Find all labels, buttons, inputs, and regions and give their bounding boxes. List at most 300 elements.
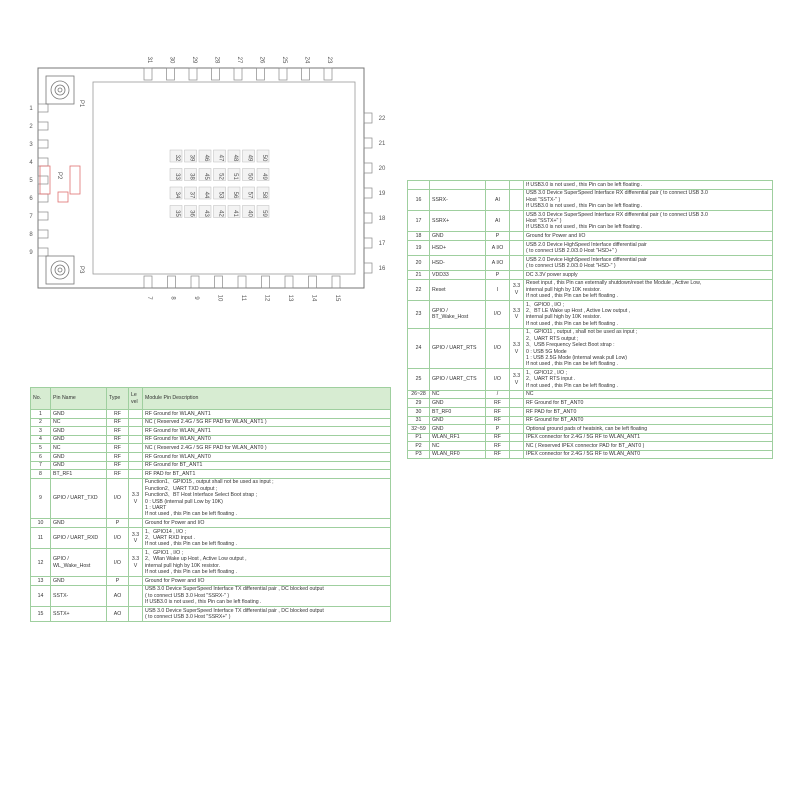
pin-type: P	[486, 232, 510, 241]
pin-name: GPIO / UART_CTS	[430, 369, 486, 390]
pin-number: 1	[31, 410, 51, 419]
pin-description	[524, 255, 773, 270]
description-line: 1 : UART	[145, 504, 167, 511]
heatsink-pads	[170, 150, 269, 218]
left-pin-label: 8	[29, 232, 33, 238]
pin-number: 30	[408, 407, 430, 416]
bottom-pin-label: 9	[193, 296, 199, 300]
heatsink-pad-label: 49	[261, 173, 267, 180]
heatsink-pad-label: 36	[188, 210, 195, 217]
pin-level	[129, 435, 143, 444]
description-line: ( to connect USB 3.0 Host "SSRX-" )	[145, 592, 230, 599]
description-line: RF Ground for BT_ANT1	[145, 462, 203, 469]
pin-type: AI	[486, 189, 510, 210]
pin-type: I/O	[486, 369, 510, 390]
heatsink-pad-label: 46	[203, 154, 209, 162]
description-line: If not used , this Pin can be left floating .	[145, 569, 237, 576]
pin-number: 4	[31, 435, 51, 444]
pin-type	[486, 181, 510, 190]
pin-name: GND	[51, 410, 107, 419]
top-pin-pad	[167, 68, 175, 80]
right-pin-pad	[364, 238, 372, 248]
pin-number: 8	[31, 470, 51, 479]
pin-number	[408, 181, 430, 190]
pin-type: P	[486, 425, 510, 434]
pin-description	[143, 418, 391, 427]
pin-description	[524, 279, 773, 300]
pin-description	[143, 461, 391, 470]
pin-description	[143, 585, 391, 606]
right-pin-pad	[364, 263, 372, 273]
table-row	[408, 270, 773, 279]
pin-level	[129, 585, 143, 606]
pin-description	[143, 607, 391, 622]
table-row	[31, 418, 391, 427]
table-row	[408, 450, 773, 459]
pin-number: 25	[408, 369, 430, 390]
pin-level	[129, 577, 143, 586]
pin-level	[129, 519, 143, 528]
description-line: Host "SSTX+" )	[526, 217, 562, 224]
pin-description	[524, 390, 773, 399]
pin-name: HSD+	[430, 240, 486, 255]
pin-name: GND	[430, 425, 486, 434]
pin-type: I	[486, 279, 510, 300]
label-p2: P2	[56, 172, 62, 180]
top-pin-label: 26	[258, 56, 265, 64]
description-line: internal pull high by 10K resistor.	[526, 314, 601, 321]
description-line: Reset input , this Pin can externally shutdown/reset the Module , Active Low,	[526, 280, 702, 287]
pin-name: Reset	[430, 279, 486, 300]
pin-description	[524, 189, 773, 210]
pin-level	[510, 450, 524, 459]
pin-description	[524, 328, 773, 369]
table-row	[408, 240, 773, 255]
pin-name: GND	[430, 399, 486, 408]
pin-type: RF	[107, 435, 129, 444]
right-pin-label: 22	[378, 116, 386, 122]
left-pin-label: 5	[29, 178, 33, 184]
pin-name: NC	[51, 444, 107, 453]
heatsink-pad-label: 34	[174, 191, 180, 199]
pin-description	[524, 240, 773, 255]
heatsink-pad-label: 50	[261, 154, 267, 162]
heatsink-pad-label: 35	[174, 210, 180, 217]
right-pin-pad	[364, 163, 372, 173]
table-row	[408, 232, 773, 241]
top-pin-pad	[234, 68, 242, 80]
bottom-pin-label: 8	[169, 296, 176, 300]
table-row	[408, 442, 773, 451]
description-line: If not used , this Pin can be left floating .	[145, 511, 237, 518]
pin-level	[129, 410, 143, 419]
table-row	[408, 328, 773, 369]
heatsink-pad-label: 59	[261, 210, 267, 217]
description-line: NC	[526, 391, 534, 398]
pin-type: RF	[107, 444, 129, 453]
pin-name: GND	[51, 452, 107, 461]
pin-name: HSD-	[430, 255, 486, 270]
heatsink-pad-label: 53	[217, 191, 224, 199]
pin-number: 11	[31, 527, 51, 548]
right-pin-label: 20	[378, 166, 386, 172]
description-line: Ground for Power and I/O	[145, 577, 205, 584]
top-pin-pad	[302, 68, 310, 80]
description-line: RF Ground for WLAN_ANT1	[145, 427, 211, 434]
pin-level	[510, 232, 524, 241]
pin-type: I/O	[486, 328, 510, 369]
pin-level	[510, 390, 524, 399]
right-pin-label: 17	[378, 241, 386, 247]
pin-type: AO	[107, 607, 129, 622]
pin-number: 7	[31, 461, 51, 470]
table-row	[31, 585, 391, 606]
pin-table-right	[407, 180, 773, 459]
top-pin-label: 30	[168, 56, 175, 64]
pin-number: 21	[408, 270, 430, 279]
description-line: Host "SSTX-" )	[526, 196, 561, 203]
table-header-row	[31, 388, 391, 410]
heatsink-pad-label: 40	[246, 210, 253, 217]
pin-number: 2	[31, 418, 51, 427]
description-line: If not used , this Pin can be left floating .	[526, 361, 618, 368]
description-line: 2、BT LE Wake up Host , Active Low output ,	[526, 307, 631, 314]
description-line: If USB3.0 is not used , this Pin can be left floating .	[526, 224, 643, 231]
bottom-pin-label: 15	[334, 294, 340, 302]
bottom-pin-pad	[309, 276, 317, 288]
description-line: Optional ground pads of heatsink, can be left floating	[526, 425, 648, 432]
heatsink-pad-label: 41	[232, 210, 238, 217]
description-line: RF PAD for BT_ANT1	[145, 470, 196, 477]
label-p3: P3	[78, 266, 84, 274]
pin-number: P1	[408, 433, 430, 442]
left-pin-pad	[38, 104, 48, 112]
pin-name: SSTX-	[51, 585, 107, 606]
description-line: USB 2.0 Device HighSpeed Interface differential pair	[526, 256, 647, 263]
right-pin-label: 21	[378, 141, 386, 147]
pin-level	[510, 416, 524, 425]
left-pin-pad	[38, 140, 48, 148]
description-line: 1、GPIO11 , output , shall not be used as input ;	[526, 329, 638, 336]
left-pin-label: 3	[29, 142, 33, 148]
description-line: Function1、GPIO15 , output shall not be used as input ;	[145, 479, 274, 486]
description-line: 0 : USB 5G Mode	[526, 348, 567, 355]
pin-type: RF	[486, 416, 510, 425]
table-row	[31, 478, 391, 519]
pin-name: NC	[51, 418, 107, 427]
pin-name: GPIO / WL_Wake_Host	[51, 549, 107, 577]
pin-level: 3.3 V	[129, 549, 143, 577]
bottom-pin-pad	[215, 276, 223, 288]
pin-number: 26~28	[408, 390, 430, 399]
pin-number: 12	[31, 549, 51, 577]
pin-type: I/O	[107, 549, 129, 577]
top-pin-pad	[257, 68, 265, 80]
pin-name: WLAN_RF1	[430, 433, 486, 442]
left-pin-pad	[38, 194, 48, 202]
heatsink-pad-label: 52	[217, 173, 224, 180]
table-row	[31, 427, 391, 436]
left-pin-pad	[38, 122, 48, 130]
description-line: NC ( Reserved 2.4G / 5G RF PAD for WLAN_ANT0 )	[145, 444, 267, 451]
pin-number: 24	[408, 328, 430, 369]
top-pin-label: 25	[281, 56, 287, 64]
pin-description	[524, 416, 773, 425]
pin-name: GND	[51, 435, 107, 444]
heatsink-pad-label: 48	[232, 154, 238, 162]
top-pin-pad	[189, 68, 197, 80]
description-line: RF Ground for WLAN_ANT0	[145, 436, 211, 443]
left-pin-label: 1	[29, 106, 33, 112]
heatsink-pad-label: 51	[232, 173, 238, 180]
table-row	[31, 527, 391, 548]
description-line: 1、GPIO0 , I/O ;	[526, 301, 565, 308]
header-pin-name: Pin Name	[51, 388, 107, 410]
pin-type: /	[486, 390, 510, 399]
description-line: 2、Wlan Wake up Host , Active Low output ,	[145, 556, 247, 563]
table-row	[31, 410, 391, 419]
pin-description	[524, 232, 773, 241]
description-line: DC 3.3V power supply	[526, 271, 578, 278]
table-row	[31, 444, 391, 453]
left-pin-label: 6	[29, 196, 33, 202]
pin-type: A I/O	[486, 255, 510, 270]
description-line: 0 : USB (internal pull Low by 10K)	[145, 498, 223, 505]
pin-type: RF	[486, 442, 510, 451]
right-pin-pad	[364, 213, 372, 223]
description-line: 1 : USB 2.5G Mode (internal weak pull Low)	[526, 354, 627, 361]
left-pin-label: 9	[29, 250, 33, 256]
table-row	[31, 435, 391, 444]
pin-level	[510, 407, 524, 416]
pin-description	[143, 519, 391, 528]
pin-number: P2	[408, 442, 430, 451]
pin-number: 31	[408, 416, 430, 425]
description-line: If not used , this Pin can be left floating .	[145, 541, 237, 548]
description-line: RF Ground for WLAN_ANT0	[145, 453, 211, 460]
description-line: If USB3.0 is not used , this Pin can be left floating .	[526, 181, 643, 188]
pin-description	[143, 478, 391, 519]
pin-level	[129, 427, 143, 436]
pin-description	[143, 435, 391, 444]
left-pin-pad	[38, 158, 48, 166]
pin-level	[510, 433, 524, 442]
pin-number: 10	[31, 519, 51, 528]
header-no: No.	[31, 388, 51, 410]
description-line: Ground for Power and I/O	[145, 519, 205, 526]
p2-pad-a	[40, 166, 50, 194]
pin-number: 20	[408, 255, 430, 270]
pin-description	[524, 433, 773, 442]
pin-description	[143, 527, 391, 548]
pin-level	[129, 461, 143, 470]
left-pin-label: 2	[29, 124, 33, 130]
pin-number: 32~59	[408, 425, 430, 434]
pin-type: A I/O	[486, 240, 510, 255]
description-line: ( to connect USB 2.0/3.0 Host "HSD+" )	[526, 247, 617, 254]
left-pin-pad	[38, 230, 48, 238]
header-description: Module Pin Description	[143, 388, 391, 410]
bottom-pin-pad	[191, 276, 199, 288]
pin-level: 3.3 V	[129, 527, 143, 548]
table-row	[31, 607, 391, 622]
heatsink-pad-label: 49	[246, 154, 253, 162]
pin-number: 5	[31, 444, 51, 453]
ipex-connector-top	[46, 76, 74, 104]
table-row	[408, 425, 773, 434]
description-line: 1、GPIO12 , I/O ;	[526, 369, 567, 376]
pin-level: 3.3 V	[510, 300, 524, 328]
table-row	[408, 369, 773, 390]
top-pin-pad	[144, 68, 152, 80]
description-line: USB 3.0 Device SuperSpeed Interface TX differential pair , DC blocked output	[145, 586, 324, 593]
pin-number: 19	[408, 240, 430, 255]
pin-type: RF	[486, 433, 510, 442]
heatsink-pad-label: 47	[217, 154, 224, 162]
description-line: If not used , this Pin can be left floating .	[526, 292, 618, 299]
left-pins	[29, 104, 48, 256]
pin-description	[143, 410, 391, 419]
pin-name: GPIO / BT_Wake_Host	[430, 300, 486, 328]
pin-number: 9	[31, 478, 51, 519]
pin-type: I/O	[107, 478, 129, 519]
left-pin-label: 4	[29, 160, 33, 166]
pin-number: 16	[408, 189, 430, 210]
table-row	[31, 461, 391, 470]
pin-number: 13	[31, 577, 51, 586]
heatsink-pad-label: 43	[203, 210, 209, 217]
bottom-pin-label: 10	[216, 294, 223, 302]
top-pin-label: 29	[191, 56, 197, 64]
right-pin-label: 19	[378, 191, 386, 197]
top-pin-pad	[212, 68, 220, 80]
bottom-pin-label: 13	[287, 294, 293, 302]
right-pins	[364, 113, 386, 273]
pin-name: GND	[51, 577, 107, 586]
description-line: RF Ground for BT_ANT0	[526, 417, 584, 424]
pin-level: 3.3 V	[129, 478, 143, 519]
pin-level	[510, 399, 524, 408]
ipex-connector-bottom	[46, 256, 74, 284]
left-pin-pad	[38, 212, 48, 220]
table-row	[408, 399, 773, 408]
pin-type: RF	[486, 399, 510, 408]
pin-name: GND	[430, 416, 486, 425]
pin-name: BT_RF1	[51, 470, 107, 479]
heatsink-pad-label: 37	[188, 191, 195, 199]
pin-type: P	[107, 577, 129, 586]
heatsink-pad-label: 38	[188, 173, 195, 180]
pin-number: 23	[408, 300, 430, 328]
pin-level	[510, 442, 524, 451]
description-line: 3、USB Frequency Select Boot strap :	[526, 342, 615, 349]
left-pin-pad	[38, 176, 48, 184]
description-line: internal pull high by 10K resistor.	[145, 562, 220, 569]
pin-type: RF	[486, 407, 510, 416]
table-row	[408, 279, 773, 300]
pin-description	[524, 270, 773, 279]
pin-description	[143, 452, 391, 461]
pin-name: SSRX+	[430, 210, 486, 231]
pin-name: GND	[51, 519, 107, 528]
pin-name: GND	[51, 461, 107, 470]
pin-description	[524, 450, 773, 459]
bottom-pin-label: 11	[240, 294, 246, 302]
pin-name: VDD33	[430, 270, 486, 279]
description-line: 1、GPIO14 , I/O ;	[145, 528, 186, 535]
bottom-pin-label: 14	[310, 294, 317, 302]
pin-name: NC	[430, 442, 486, 451]
pin-number: 15	[31, 607, 51, 622]
description-line: Function2、UART TXD output ;	[145, 485, 218, 492]
table-row	[408, 181, 773, 190]
pin-number: 14	[31, 585, 51, 606]
description-line: If not used , this Pin can be left floating .	[526, 382, 618, 389]
pin-level	[129, 607, 143, 622]
heatsink-pad-label: 33	[174, 173, 180, 180]
pin-level	[510, 181, 524, 190]
table-row	[31, 577, 391, 586]
table-row	[31, 549, 391, 577]
description-line: ( to connect USB 3.0 Host "SSRX+" )	[145, 614, 231, 621]
pin-name: WLAN_RF0	[430, 450, 486, 459]
top-pin-label: 24	[303, 56, 310, 64]
p2-pad-b	[70, 166, 80, 194]
pin-description	[524, 210, 773, 231]
header-level: Le vel	[129, 388, 143, 410]
pin-description	[524, 425, 773, 434]
label-p1: P1	[78, 100, 84, 108]
pin-type: I/O	[107, 527, 129, 548]
pin-name: GND	[51, 427, 107, 436]
description-line: 2、UART RTS input .	[526, 376, 576, 383]
pin-description	[524, 181, 773, 190]
pin-level	[510, 210, 524, 231]
pin-level	[510, 189, 524, 210]
right-pin-pad	[364, 188, 372, 198]
pin-name: SSRX-	[430, 189, 486, 210]
heatsink-pad-label: 57	[246, 191, 253, 199]
header-type: Type	[107, 388, 129, 410]
right-pin-label: 16	[378, 266, 386, 272]
pin-description	[143, 549, 391, 577]
pin-name: NC	[430, 390, 486, 399]
description-line: USB 3.0 Device SuperSpeed Interface TX differential pair , DC blocked output	[145, 607, 324, 614]
description-line: Function3、BT Host Interface Select Boot strap ;	[145, 492, 258, 499]
pin-number: 22	[408, 279, 430, 300]
top-pin-label: 31	[146, 56, 152, 64]
pin-level	[510, 240, 524, 255]
pin-name: GND	[430, 232, 486, 241]
left-pin-label: 7	[29, 214, 33, 220]
pin-level	[510, 425, 524, 434]
description-line: RF Ground for BT_ANT0	[526, 399, 584, 406]
description-line: NC ( Reserved 2.4G / 5G RF PAD for WLAN_ANT1 )	[145, 419, 267, 426]
pin-number: P3	[408, 450, 430, 459]
pin-level	[129, 452, 143, 461]
table-row	[31, 452, 391, 461]
pin-level	[129, 444, 143, 453]
heatsink-pad-label: 50	[246, 173, 253, 180]
pin-type: RF	[486, 450, 510, 459]
table-row	[408, 255, 773, 270]
pin-type: AO	[107, 585, 129, 606]
p2-pad-c	[58, 192, 68, 202]
description-line: IPEX connector for 2.4G / 5G RF to WLAN_ANT0	[526, 451, 641, 458]
description-line: 1、GPIO1 , I/O ;	[145, 549, 184, 556]
table-row	[408, 433, 773, 442]
pin-type: RF	[107, 427, 129, 436]
